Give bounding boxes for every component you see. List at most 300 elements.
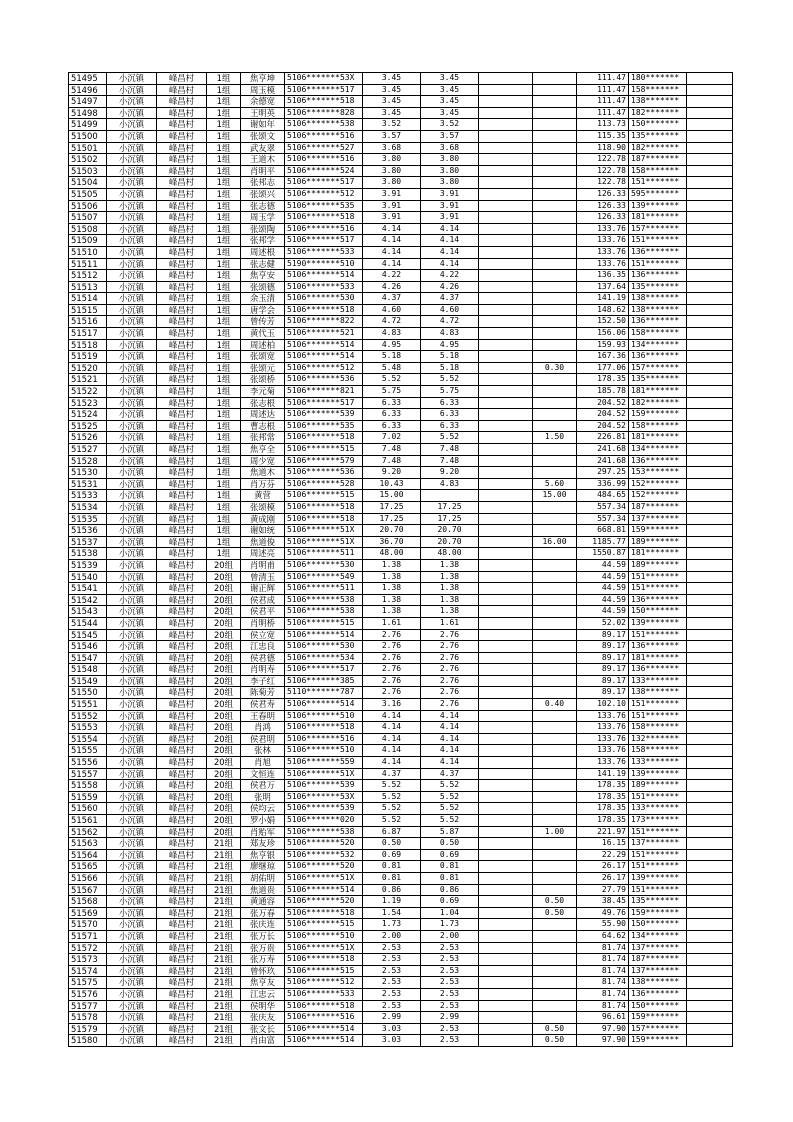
table-cell: 484.65 (577, 490, 629, 502)
table-cell (479, 699, 533, 711)
table-cell: 5106*******528 (285, 478, 363, 490)
table-cell: 5106*******520 (285, 838, 363, 850)
table-row (69, 304, 733, 316)
table-cell (687, 501, 733, 513)
table-cell: 小沉镇 (107, 154, 157, 166)
table-cell: 峰昌村 (157, 188, 207, 200)
table-cell: 4.14 (421, 235, 479, 247)
table-cell: 黄通容 (241, 896, 285, 908)
table-cell: 5.60 (533, 478, 577, 490)
table-cell: 峰昌村 (157, 339, 207, 351)
table-cell: 小沉镇 (107, 142, 157, 154)
table-cell (687, 142, 733, 154)
table-cell: 20组 (207, 757, 241, 769)
table-cell: 51557 (69, 768, 107, 780)
table-row (69, 965, 733, 977)
table-cell: 小沉镇 (107, 954, 157, 966)
table-cell (533, 409, 577, 421)
table-cell: 180******* (629, 73, 687, 85)
table-cell: 5106*******518 (285, 212, 363, 224)
table-cell (687, 362, 733, 374)
table-cell (533, 304, 577, 316)
table-cell: 小沉镇 (107, 606, 157, 618)
table-cell: 5.52 (421, 803, 479, 815)
table-row (69, 1035, 733, 1047)
table-cell: 4.14 (421, 258, 479, 270)
table-cell: 151******* (629, 849, 687, 861)
table-cell: 7.48 (421, 444, 479, 456)
table-cell: 侯君寿 (241, 699, 285, 711)
table-cell (687, 455, 733, 467)
table-cell: 4.14 (421, 733, 479, 745)
table-row (69, 954, 733, 966)
table-cell (533, 594, 577, 606)
table-cell (479, 930, 533, 942)
table-cell: 6.33 (363, 409, 421, 421)
table-cell: 1组 (207, 548, 241, 560)
table-cell (533, 525, 577, 537)
table-cell: 2.00 (363, 930, 421, 942)
table-cell: 峰昌村 (157, 73, 207, 85)
table-row (69, 629, 733, 641)
table-cell: 5106*******511 (285, 583, 363, 595)
table-cell: 51502 (69, 154, 107, 166)
table-cell: 51507 (69, 212, 107, 224)
table-cell: 1组 (207, 258, 241, 270)
table-cell: 138******* (629, 304, 687, 316)
table-cell: 26.17 (577, 872, 629, 884)
table-cell (533, 293, 577, 305)
table-cell: 峰昌村 (157, 919, 207, 931)
table-cell (687, 699, 733, 711)
table-row (69, 896, 733, 908)
table-row (69, 270, 733, 282)
table-cell: 3.91 (421, 212, 479, 224)
table-cell: 1.38 (421, 571, 479, 583)
table-cell: 51523 (69, 397, 107, 409)
table-cell: 5106*******51X (285, 872, 363, 884)
table-row (69, 1023, 733, 1035)
table-cell: 焦亨全 (241, 444, 285, 456)
table-cell: 133.76 (577, 745, 629, 757)
table-cell: 峰昌村 (157, 641, 207, 653)
table-cell (687, 420, 733, 432)
table-cell (533, 513, 577, 525)
table-cell: 小沉镇 (107, 884, 157, 896)
table-cell (533, 942, 577, 954)
table-cell (533, 710, 577, 722)
table-cell: 133******* (629, 803, 687, 815)
table-cell: 151******* (629, 884, 687, 896)
table-cell: 曾怀玖 (241, 965, 285, 977)
table-row (69, 501, 733, 513)
table-cell: 182******* (629, 397, 687, 409)
table-cell: 李子红 (241, 675, 285, 687)
table-cell: 111.47 (577, 84, 629, 96)
table-cell: 张万贵 (241, 942, 285, 954)
table-cell (687, 304, 733, 316)
table-cell: 5.48 (363, 362, 421, 374)
table-cell: 133.76 (577, 722, 629, 734)
table-cell: 17.25 (421, 513, 479, 525)
table-cell (479, 722, 533, 734)
table-cell: 51551 (69, 699, 107, 711)
table-cell: 2.53 (363, 988, 421, 1000)
table-cell: 周少宽 (241, 455, 285, 467)
table-cell (479, 478, 533, 490)
table-cell: 5106*******517 (285, 84, 363, 96)
table-row (69, 977, 733, 989)
table-cell: 167.36 (577, 351, 629, 363)
table-cell: 20.70 (421, 525, 479, 537)
table-cell: 2.53 (421, 977, 479, 989)
table-cell: 3.91 (363, 188, 421, 200)
table-cell (533, 652, 577, 664)
table-cell: 187******* (629, 501, 687, 513)
table-cell: 侯君德 (241, 652, 285, 664)
table-cell: 2.76 (363, 687, 421, 699)
table-cell: 峰昌村 (157, 815, 207, 827)
table-cell: 20组 (207, 722, 241, 734)
table-cell: 小沉镇 (107, 919, 157, 931)
table-cell: 21组 (207, 1023, 241, 1035)
table-cell: 峰昌村 (157, 988, 207, 1000)
table-cell (533, 583, 577, 595)
table-cell: 51527 (69, 444, 107, 456)
table-cell (533, 281, 577, 293)
table-cell: 187******* (629, 154, 687, 166)
table-cell: 115.35 (577, 130, 629, 142)
table-cell: 3.91 (421, 200, 479, 212)
table-cell: 20组 (207, 733, 241, 745)
table-cell: 5106*******533 (285, 281, 363, 293)
table-row (69, 780, 733, 792)
table-cell: 27.79 (577, 884, 629, 896)
table-cell (687, 467, 733, 479)
table-cell (479, 965, 533, 977)
table-cell: 小沉镇 (107, 629, 157, 641)
table-cell (479, 559, 533, 571)
table-row (69, 1000, 733, 1012)
table-cell: 44.59 (577, 571, 629, 583)
table-row (69, 791, 733, 803)
table-cell (533, 803, 577, 815)
table-cell: 王明英 (241, 107, 285, 119)
table-cell (687, 745, 733, 757)
table-cell (479, 583, 533, 595)
table-cell: 2.76 (421, 641, 479, 653)
table-row (69, 200, 733, 212)
table-cell (479, 154, 533, 166)
table-cell (687, 119, 733, 131)
table-cell (533, 165, 577, 177)
table-cell: 51544 (69, 617, 107, 629)
table-cell: 137******* (629, 513, 687, 525)
table-cell: 0.81 (421, 861, 479, 873)
table-cell: 1组 (207, 304, 241, 316)
table-cell: 4.14 (421, 745, 479, 757)
table-cell: 1组 (207, 490, 241, 502)
table-cell: 小沉镇 (107, 733, 157, 745)
table-cell: 5106*******518 (285, 1000, 363, 1012)
table-cell (533, 884, 577, 896)
table-cell: 5106*******538 (285, 606, 363, 618)
table-cell: 3.45 (421, 73, 479, 85)
table-cell (533, 270, 577, 282)
table-cell: 20组 (207, 791, 241, 803)
table-cell: 135******* (629, 130, 687, 142)
table-cell: 5106*******521 (285, 328, 363, 340)
table-cell (533, 420, 577, 432)
table-cell: 小沉镇 (107, 304, 157, 316)
table-cell: 1组 (207, 386, 241, 398)
table-cell: 181******* (629, 212, 687, 224)
table-row (69, 849, 733, 861)
table-cell: 1组 (207, 154, 241, 166)
table-cell: 峰昌村 (157, 432, 207, 444)
table-cell: 小沉镇 (107, 270, 157, 282)
table-cell (687, 525, 733, 537)
table-cell: 5106*******515 (285, 919, 363, 931)
table-row (69, 130, 733, 142)
table-cell (533, 768, 577, 780)
table-cell: 峰昌村 (157, 154, 207, 166)
table-cell: 51571 (69, 930, 107, 942)
table-cell: 51569 (69, 907, 107, 919)
table-cell: 0.86 (363, 884, 421, 896)
table-cell: 1.73 (421, 919, 479, 931)
table-cell: 峰昌村 (157, 629, 207, 641)
table-cell: 139******* (629, 768, 687, 780)
table-cell (687, 571, 733, 583)
table-cell: 204.52 (577, 397, 629, 409)
table-cell: 黄代玉 (241, 328, 285, 340)
table-cell (687, 884, 733, 896)
table-cell: 21组 (207, 872, 241, 884)
table-cell: 3.80 (363, 177, 421, 189)
table-cell (687, 896, 733, 908)
table-cell: 5106*******534 (285, 652, 363, 664)
table-cell: 4.95 (421, 339, 479, 351)
table-cell: 峰昌村 (157, 907, 207, 919)
table-cell: 126.33 (577, 200, 629, 212)
table-cell: 221.97 (577, 826, 629, 838)
table-cell: 51510 (69, 246, 107, 258)
table-cell: 焦亨安 (241, 270, 285, 282)
table-cell: 89.17 (577, 652, 629, 664)
table-cell: 峰昌村 (157, 235, 207, 247)
table-cell: 张邦学 (241, 235, 285, 247)
table-cell: 5106*******518 (285, 513, 363, 525)
table-cell: 2.76 (363, 629, 421, 641)
table-cell: 187******* (629, 954, 687, 966)
table-cell (687, 293, 733, 305)
table-cell: 1组 (207, 223, 241, 235)
table-cell: 20组 (207, 815, 241, 827)
table-row (69, 872, 733, 884)
table-cell (479, 896, 533, 908)
table-cell (479, 1012, 533, 1024)
table-cell: 峰昌村 (157, 258, 207, 270)
table-cell: 2.76 (421, 675, 479, 687)
table-cell: 51556 (69, 757, 107, 769)
table-row (69, 339, 733, 351)
table-cell: 肖万芬 (241, 478, 285, 490)
table-cell: 668.81 (577, 525, 629, 537)
table-cell (479, 768, 533, 780)
table-cell: 小沉镇 (107, 351, 157, 363)
table-row (69, 942, 733, 954)
table-cell (479, 304, 533, 316)
table-row (69, 571, 733, 583)
table-cell (533, 965, 577, 977)
table-cell (687, 316, 733, 328)
table-cell: 159******* (629, 1012, 687, 1024)
table-row (69, 606, 733, 618)
table-row (69, 768, 733, 780)
table-cell (479, 919, 533, 931)
table-cell: 0.30 (533, 362, 577, 374)
table-cell: 10.43 (363, 478, 421, 490)
table-cell: 20组 (207, 780, 241, 792)
table-cell: 6.33 (363, 397, 421, 409)
table-cell: 189******* (629, 780, 687, 792)
table-cell: 5106*******535 (285, 420, 363, 432)
table-cell (533, 606, 577, 618)
table-cell: 5106*******514 (285, 1023, 363, 1035)
table-cell: 113.73 (577, 119, 629, 131)
table-cell: 峰昌村 (157, 849, 207, 861)
table-cell: 151******* (629, 629, 687, 641)
table-cell: 小沉镇 (107, 548, 157, 560)
table-cell: 137******* (629, 838, 687, 850)
table-cell: 小沉镇 (107, 780, 157, 792)
table-cell: 3.68 (363, 142, 421, 154)
table-cell (687, 606, 733, 618)
table-cell: 1.38 (421, 594, 479, 606)
table-cell: 51558 (69, 780, 107, 792)
table-cell: 139******* (629, 200, 687, 212)
table-row (69, 861, 733, 873)
table-cell: 21组 (207, 896, 241, 908)
table-cell: 5.52 (421, 432, 479, 444)
table-cell: 曾传芳 (241, 316, 285, 328)
table-cell (533, 142, 577, 154)
table-cell (533, 559, 577, 571)
table-cell: 4.14 (363, 757, 421, 769)
table-cell: 4.26 (421, 281, 479, 293)
table-cell: 51508 (69, 223, 107, 235)
table-cell: 5.52 (363, 780, 421, 792)
table-cell (687, 397, 733, 409)
table-cell: 张文长 (241, 1023, 285, 1035)
table-cell: 5106*******512 (285, 977, 363, 989)
table-cell (687, 1035, 733, 1047)
table-cell: 5190*******510 (285, 258, 363, 270)
table-cell: 158******* (629, 722, 687, 734)
table-cell: 张颂桥 (241, 374, 285, 386)
table-cell: 峰昌村 (157, 536, 207, 548)
table-cell: 111.47 (577, 73, 629, 85)
table-cell: 136******* (629, 664, 687, 676)
table-cell: 3.57 (421, 130, 479, 142)
table-cell: 135******* (629, 896, 687, 908)
table-cell: 1.00 (533, 826, 577, 838)
table-row (69, 699, 733, 711)
table-cell (533, 130, 577, 142)
table-cell: 3.03 (363, 1023, 421, 1035)
table-cell (687, 281, 733, 293)
table-cell: 185.78 (577, 386, 629, 398)
table-row (69, 594, 733, 606)
table-cell: 小沉镇 (107, 107, 157, 119)
table-cell: 51548 (69, 664, 107, 676)
table-cell: 小沉镇 (107, 594, 157, 606)
table-cell (479, 188, 533, 200)
table-cell (479, 861, 533, 873)
table-cell: 3.45 (363, 73, 421, 85)
table-cell: 5106*******821 (285, 386, 363, 398)
table-cell: 51550 (69, 687, 107, 699)
table-cell (533, 757, 577, 769)
table-cell: 89.17 (577, 629, 629, 641)
table-cell: 峰昌村 (157, 780, 207, 792)
table-cell (687, 84, 733, 96)
table-cell (687, 559, 733, 571)
table-row (69, 212, 733, 224)
table-cell: 4.14 (363, 722, 421, 734)
table-cell: 595******* (629, 188, 687, 200)
table-cell: 51536 (69, 525, 107, 537)
table-cell: 曹志根 (241, 420, 285, 432)
table-cell: 21组 (207, 1012, 241, 1024)
table-cell: 5.87 (421, 826, 479, 838)
table-cell: 557.34 (577, 513, 629, 525)
table-cell (479, 490, 533, 502)
table-row (69, 687, 733, 699)
table-cell: 2.76 (421, 629, 479, 641)
table-cell: 51514 (69, 293, 107, 305)
table-cell: 158******* (629, 84, 687, 96)
table-cell: 4.26 (363, 281, 421, 293)
table-cell: 5106*******533 (285, 988, 363, 1000)
table-cell (687, 235, 733, 247)
table-cell: 5106*******517 (285, 664, 363, 676)
table-cell (687, 432, 733, 444)
table-cell (479, 165, 533, 177)
table-cell: 3.80 (421, 165, 479, 177)
table-cell: 武友翠 (241, 142, 285, 154)
table-cell: 峰昌村 (157, 130, 207, 142)
table-cell: 峰昌村 (157, 606, 207, 618)
table-cell: 5106*******518 (285, 501, 363, 513)
table-cell: 侯君万 (241, 780, 285, 792)
table-cell (687, 617, 733, 629)
table-cell (479, 73, 533, 85)
table-cell: 96.61 (577, 1012, 629, 1024)
table-cell: 肖鸿 (241, 722, 285, 734)
table-cell: 小沉镇 (107, 420, 157, 432)
table-cell: 4.14 (363, 223, 421, 235)
table-cell: 周述根 (241, 246, 285, 258)
table-cell: 峰昌村 (157, 838, 207, 850)
table-cell: 51574 (69, 965, 107, 977)
table-cell (533, 154, 577, 166)
table-cell: 峰昌村 (157, 351, 207, 363)
table-cell: 小沉镇 (107, 165, 157, 177)
table-cell (687, 339, 733, 351)
table-cell: 4.14 (421, 246, 479, 258)
